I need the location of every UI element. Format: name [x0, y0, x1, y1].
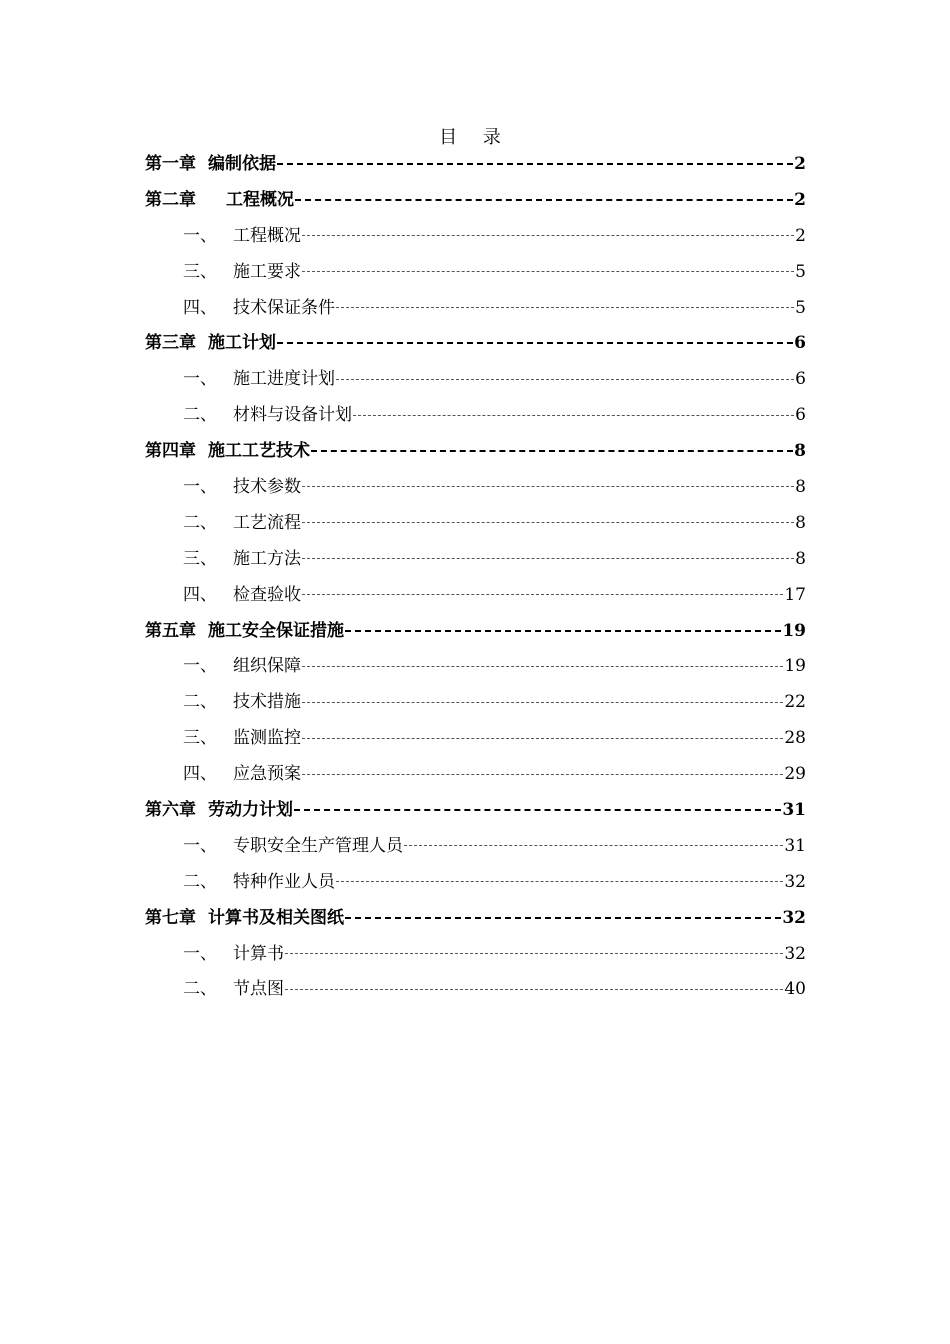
toc-page-number: 31: [782, 799, 806, 820]
toc-entry-label: 技术保证条件: [233, 297, 335, 318]
toc-page-number: 17: [784, 584, 806, 605]
toc-entry-label: 编制依据: [208, 153, 276, 174]
toc-page-number: 6: [795, 405, 806, 426]
toc-entry-number: 四、: [183, 584, 217, 605]
toc-dash-leader: [302, 594, 783, 595]
toc-page-number: 32: [784, 871, 806, 892]
toc-page-number: 28: [784, 728, 806, 749]
toc-dash-leader: [404, 845, 783, 846]
toc-section-entry[interactable]: [145, 541, 806, 577]
toc-chapter-entry[interactable]: [145, 900, 806, 936]
toc-chapter-entry[interactable]: [145, 325, 806, 361]
toc-page-number: 6: [795, 369, 806, 390]
toc-entry-number: 一、: [183, 943, 217, 964]
toc-entry-label: 技术措施: [233, 692, 301, 713]
toc-dash-leader: [336, 379, 794, 380]
toc-entry-number: 二、: [183, 512, 217, 533]
toc-dash-leader: [336, 881, 783, 882]
toc-section-entry[interactable]: [145, 648, 806, 684]
toc-entry-number: 四、: [183, 764, 217, 785]
toc-dash-leader: [353, 415, 794, 416]
toc-entry-number: 二、: [183, 405, 217, 426]
toc-entry-label: 专职安全生产管理人员: [233, 835, 403, 856]
toc-dash-leader: [302, 271, 794, 272]
toc-entry-label: 工程概况: [226, 189, 294, 210]
toc-dash-leader: [302, 738, 783, 739]
toc-entry-label: 监测监控: [233, 728, 301, 749]
toc-page-number: 19: [782, 620, 806, 641]
toc-entry-number: 四、: [183, 297, 217, 318]
toc-entry-number: 第二章: [145, 189, 196, 210]
toc-entry-number: 一、: [183, 656, 217, 677]
toc-dash-leader: [302, 666, 783, 667]
toc-entry-label: 材料与设备计划: [233, 405, 352, 426]
toc-chapter-entry[interactable]: [145, 433, 806, 469]
toc-section-entry[interactable]: [145, 828, 806, 864]
toc-section-entry[interactable]: [145, 756, 806, 792]
toc-dash-leader: [311, 450, 793, 452]
toc-entry-label: 特种作业人员: [233, 871, 335, 892]
toc-page-number: 8: [795, 548, 806, 569]
toc-entry-label: 施工安全保证措施: [208, 620, 344, 641]
toc-page-number: 5: [795, 297, 806, 318]
toc-dash-leader: [336, 307, 794, 308]
toc-entry-label: 工程概况: [233, 225, 301, 246]
toc-entry-label: 工艺流程: [233, 512, 301, 533]
toc-entry-number: 二、: [183, 871, 217, 892]
toc-entry-label: 应急预案: [233, 764, 301, 785]
toc-page-number: 22: [784, 692, 806, 713]
toc-section-entry[interactable]: [145, 218, 806, 254]
toc-page-number: 8: [795, 512, 806, 533]
toc-entry-number: 第六章: [145, 799, 196, 820]
toc-entry-number: 三、: [183, 548, 217, 569]
toc-dash-leader: [302, 558, 794, 559]
toc-entry-label: 计算书及相关图纸: [208, 907, 344, 928]
toc-chapter-entry[interactable]: [145, 146, 806, 182]
toc-entry-label: 施工要求: [233, 261, 301, 282]
toc-dash-leader: [302, 235, 794, 236]
toc-page-number: 32: [784, 943, 806, 964]
toc-entry-label: 劳动力计划: [208, 799, 293, 820]
toc-entry-number: 第七章: [145, 907, 196, 928]
toc-entry-number: 第四章: [145, 441, 196, 462]
toc-page-number: 31: [784, 835, 806, 856]
toc-section-entry[interactable]: [145, 971, 806, 1007]
toc-entry-number: 第三章: [145, 333, 196, 354]
toc-page-number: 29: [784, 764, 806, 785]
toc-page-number: 5: [795, 261, 806, 282]
toc-section-entry[interactable]: [145, 720, 806, 756]
toc-chapter-entry[interactable]: [145, 792, 806, 828]
toc-entry-label: 组织保障: [233, 656, 301, 677]
toc-section-entry[interactable]: [145, 469, 806, 505]
toc-dash-leader: [302, 486, 794, 487]
toc-page-number: 2: [794, 153, 806, 174]
toc-entry-number: 第一章: [145, 153, 196, 174]
toc-entry-number: 二、: [183, 979, 217, 1000]
toc-entry-number: 一、: [183, 476, 217, 497]
toc-entry-label: 检查验收: [233, 584, 301, 605]
toc-entry-number: 一、: [183, 225, 217, 246]
toc-entry-number: 第五章: [145, 620, 196, 641]
toc-dash-leader: [285, 953, 783, 954]
toc-entry-number: 一、: [183, 835, 217, 856]
toc-section-entry[interactable]: [145, 864, 806, 900]
toc-page-number: 8: [795, 476, 806, 497]
toc-entry-label: 节点图: [233, 979, 284, 1000]
toc-entry-label: 施工方法: [233, 548, 301, 569]
toc-section-entry[interactable]: [145, 684, 806, 720]
toc-entry-number: 三、: [183, 261, 217, 282]
toc-section-entry[interactable]: [145, 505, 806, 541]
toc-dash-leader: [295, 199, 793, 201]
toc-title: 目 录: [439, 127, 511, 148]
toc-dash-leader: [302, 774, 783, 775]
toc-dash-leader: [345, 630, 781, 632]
toc-dash-leader: [345, 917, 781, 919]
toc-page-number: 2: [794, 189, 806, 210]
toc-entry-label: 施工工艺技术: [208, 441, 310, 462]
toc-page-number: 40: [784, 979, 806, 1000]
toc-entry-number: 二、: [183, 692, 217, 713]
toc-section-entry[interactable]: [145, 361, 806, 397]
toc-chapter-entry[interactable]: [145, 613, 806, 649]
toc-section-entry[interactable]: [145, 936, 806, 972]
toc-section-entry[interactable]: [145, 290, 806, 326]
toc-section-entry[interactable]: [145, 397, 806, 433]
toc-page-number: 32: [782, 907, 806, 928]
toc-page-number: 2: [795, 225, 806, 246]
toc-chapter-entry[interactable]: [145, 182, 806, 218]
toc-entry-label: 计算书: [233, 943, 284, 964]
toc-entry-label: 技术参数: [233, 476, 301, 497]
toc-page-number: 6: [794, 333, 806, 354]
toc-entry-label: 施工计划: [208, 333, 276, 354]
toc-dash-leader: [277, 342, 793, 344]
toc-section-entry[interactable]: [145, 577, 806, 613]
toc-list: [145, 146, 806, 1007]
toc-entry-number: 三、: [183, 728, 217, 749]
toc-dash-leader: [302, 702, 783, 703]
toc-dash-leader: [277, 163, 793, 165]
toc-entry-label: 施工进度计划: [233, 369, 335, 390]
toc-page-number: 19: [784, 656, 806, 677]
toc-dash-leader: [302, 522, 794, 523]
toc-entry-number: 一、: [183, 369, 217, 390]
toc-page-number: 8: [794, 441, 806, 462]
toc-dash-leader: [285, 989, 783, 990]
toc-section-entry[interactable]: [145, 254, 806, 290]
toc-dash-leader: [294, 809, 781, 811]
